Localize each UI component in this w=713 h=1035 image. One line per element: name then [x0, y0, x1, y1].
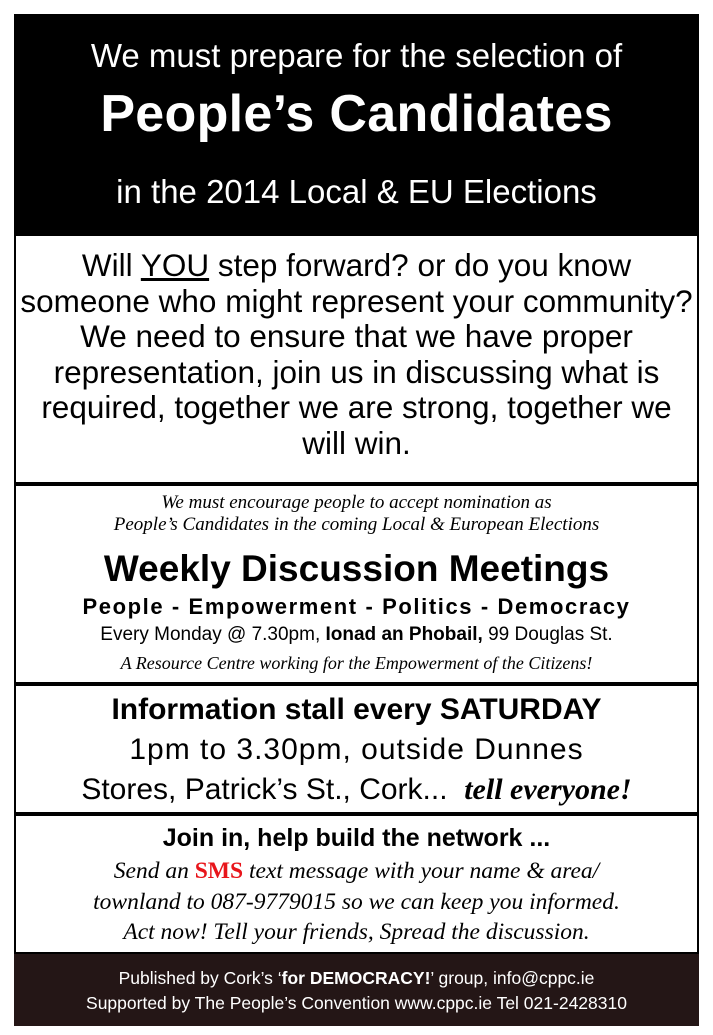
appeal-post: step forward? or do you know someone who might represent your community? We need to ensure that we have proper representation, join us in discussing what is required, together we are strong, together we will win. — [20, 247, 693, 461]
stall-location — [16, 772, 697, 808]
schedule-address: 99 Douglas St. — [482, 624, 613, 645]
header-intro: We must prepare for the selection of — [90, 37, 623, 74]
meetings-schedule — [16, 623, 697, 647]
stall-time: 1pm to 3.30pm, outside Dunnes — [129, 733, 584, 766]
appeal-section — [14, 234, 699, 484]
meetings-intro — [16, 492, 697, 536]
join-text — [16, 856, 697, 948]
join-section — [14, 814, 699, 954]
schedule-time: Every Monday @ 7.30pm, — [100, 624, 326, 645]
meetings-tagline: People - Empowerment - Politics - Democracy — [82, 594, 631, 619]
meetings-intro-line1: We must encourage people to accept nomination as — [161, 492, 552, 513]
header-title: People’s Candidates — [100, 85, 613, 143]
footer-publisher — [14, 967, 699, 989]
poster-footer — [14, 954, 699, 1026]
join-line1-pre: Send an — [113, 858, 195, 884]
centre-note: A Resource Centre working for the Empowerment of the Citizens! — [120, 653, 593, 673]
footer-publisher-post: ’ group, info@cppc.ie — [430, 968, 595, 988]
footer-publisher-pre: Published by Cork’s ‘ — [118, 968, 282, 988]
sms-label: SMS — [194, 858, 244, 884]
tell-everyone: tell everyone! — [464, 773, 632, 806]
stall-title: Information stall every SATURDAY — [111, 693, 602, 726]
meetings-title: Weekly Discussion Meetings — [103, 548, 610, 589]
join-line2: townland to 087-9779015 so we can keep you informed. — [93, 888, 620, 915]
stall-section — [14, 684, 699, 814]
footer-group: for DEMOCRACY! — [281, 968, 431, 988]
header-subtitle: in the 2014 Local & EU Elections — [116, 173, 597, 210]
join-title: Join in, help build the network ... — [162, 824, 551, 852]
meetings-intro-line2: People’s Candidates in the coming Local & European Elections — [113, 514, 600, 535]
schedule-venue: Ionad an Phobail, — [325, 624, 483, 645]
appeal-emphasis: YOU — [140, 247, 210, 283]
join-line3: Act now! Tell your friends, Spread the discussion. — [123, 919, 590, 945]
footer-supporter: Supported by The People’s Convention www.cppc.ie Tel 021-2428310 — [86, 993, 627, 1013]
appeal-pre: Will — [81, 247, 141, 283]
stall-location-text: Stores, Patrick’s St., Cork... — [81, 773, 448, 806]
join-line1-post: text message with your name & area/ — [243, 858, 600, 884]
meetings-section — [14, 484, 699, 684]
appeal-text — [16, 248, 697, 462]
poster-header — [14, 14, 699, 234]
